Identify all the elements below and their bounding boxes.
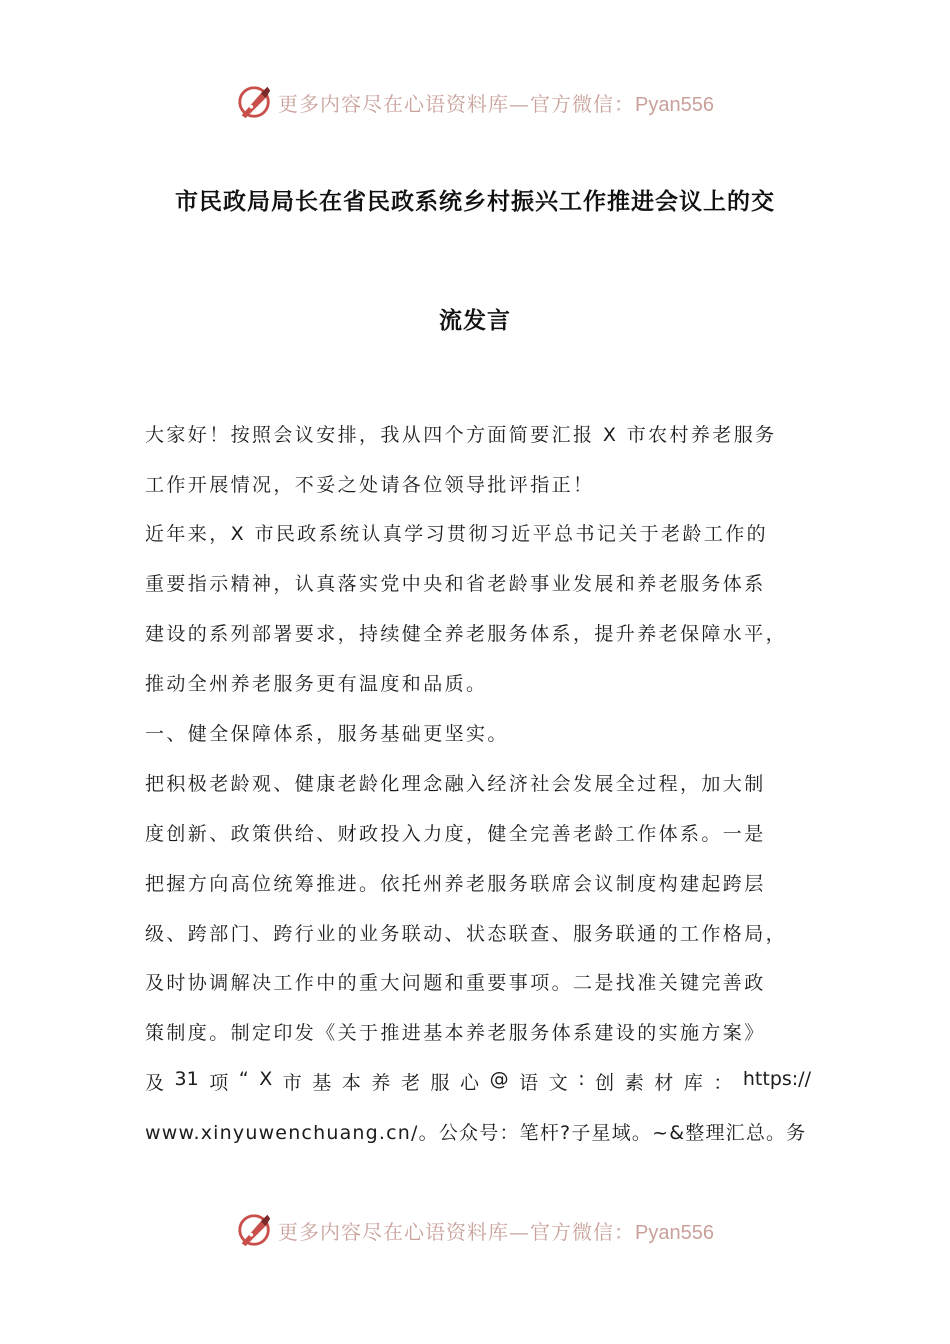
document-title-line-2: 流发言	[439, 308, 511, 334]
document-title-line-1: 市民政局局长在省民政系统乡村振兴工作推进会议上的交	[175, 189, 775, 215]
watermark-text	[278, 1216, 714, 1245]
body-line: 把握方向高位统筹推进。依托州养老服务联席会议制度构建起跨层	[145, 873, 766, 895]
watermark-text	[278, 88, 714, 117]
body-line: 把积极老龄观、健康老龄化理念融入经济社会发展全过程，加大制	[145, 773, 766, 795]
body-line: 策制度。制定印发《关于推进基本养老服务体系建设的实施方案》	[145, 1022, 766, 1044]
watermark-wechat-id: Pyan556	[635, 1221, 714, 1244]
watermark-text-cn: 更多内容尽在心语资料库—官方微信：	[278, 91, 636, 116]
body-line: 及时协调解决工作中的重大问题和重要事项。二是找准关键完善政	[145, 972, 766, 994]
watermark-text-cn: 更多内容尽在心语资料库—官方微信：	[278, 1219, 636, 1244]
pen-nib-logo-icon	[236, 83, 274, 121]
body-line: 推动全州养老服务更有温度和品质。	[145, 673, 488, 695]
body-line: 大家好！按照会议安排，我从四个方面简要汇报 X 市农村养老服务	[145, 424, 777, 446]
body-line-justified: 及 31 项 “ X 市 基 本 养 老 服 心 @ 语 文 : 创 素 材 库 ： https://	[145, 1068, 811, 1094]
watermark-wechat-id: Pyan556	[635, 93, 714, 116]
body-line: 重要指示精神，认真落实党中央和省老龄事业发展和养老服务体系	[145, 573, 766, 595]
body-line: 建设的系列部署要求，持续健全养老服务体系，提升养老保障水平，	[145, 623, 788, 645]
body-line: www.xinyuwenchuang.cn/。公众号：笔杆?子星域。~&整理汇总。务	[145, 1122, 807, 1144]
section-heading: 一、健全保障体系，服务基础更坚实。	[145, 723, 509, 745]
body-line: 度创新、政策供给、财政投入力度，健全完善老龄工作体系。一是	[145, 823, 766, 845]
footer-watermark-banner	[0, 1208, 950, 1252]
body-line: 工作开展情况，不妥之处请各位领导批评指正！	[145, 474, 595, 496]
body-line: 级、跨部门、跨行业的业务联动、状态联查、服务联通的工作格局，	[145, 923, 788, 945]
body-line: 近年来，X 市民政系统认真学习贯彻习近平总书记关于老龄工作的	[145, 523, 769, 545]
header-watermark-banner	[0, 80, 950, 124]
pen-nib-logo-icon	[236, 1211, 274, 1249]
